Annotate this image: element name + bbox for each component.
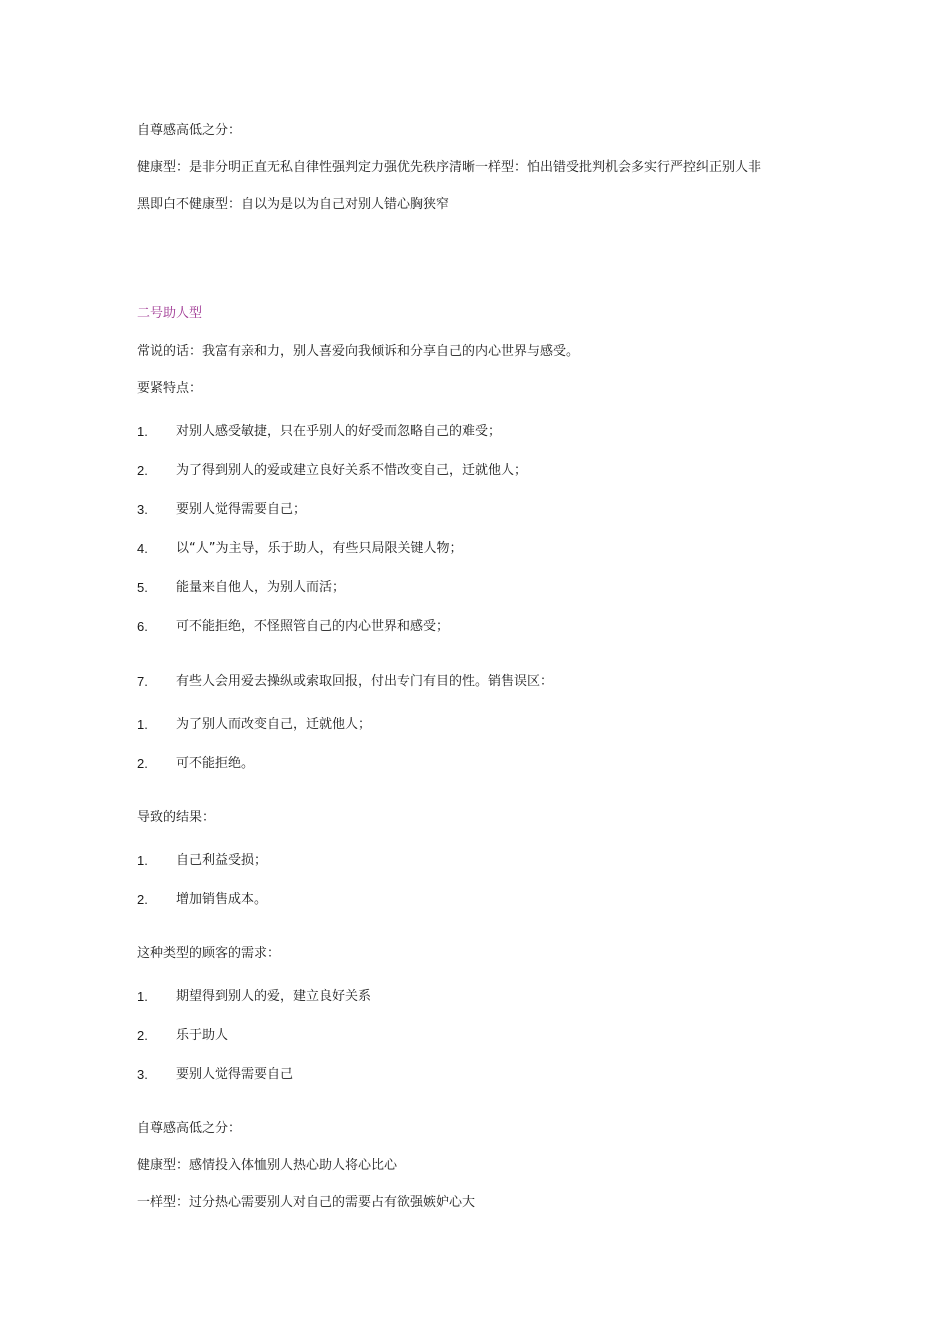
list-number: 1. (137, 424, 148, 439)
list-text: 要别人觉得需要自己 (176, 1067, 294, 1082)
common-saying: 常说的话：我富有亲和力，别人喜爱向我倾诉和分享自己的内心世界与感受。 (137, 344, 580, 359)
needs-heading: 这种类型的顾客的需求： (137, 946, 281, 961)
list-number: 2. (137, 892, 148, 907)
list-text: 期望得到别人的爱，建立良好关系 (176, 989, 372, 1004)
list-text: 为了别人而改变自己，迁就他人； (176, 717, 372, 732)
list-number: 1. (137, 853, 148, 868)
list-text: 增加销售成本。 (176, 892, 268, 907)
healthy-type: 健康型：感情投入体恤别人热心助人将心比心 (137, 1158, 398, 1173)
list-number: 2. (137, 756, 148, 771)
average-type: 一样型：过分热心需要别人对自己的需要占有欲强嫉妒心大 (137, 1195, 476, 1210)
list-text: 自己利益受损； (176, 853, 268, 868)
list-text: 有些人会用爱去操纵或索取回报，付出专门有目的性。销售误区： (176, 674, 554, 689)
list-number: 6. (137, 619, 148, 634)
list-text: 为了得到别人的爱或建立良好关系不惜改变自己，迁就他人； (176, 463, 528, 478)
list-text: 能量来自他人，为别人而活； (176, 580, 346, 595)
list-number: 3. (137, 502, 148, 517)
self-esteem-heading-2: 自尊感高低之分： (137, 1121, 242, 1136)
list-number: 2. (137, 463, 148, 478)
list-number: 5. (137, 580, 148, 595)
list-text: 可不能拒绝。 (176, 756, 255, 771)
list-text: 以“人”为主导，乐于助人，有些只局限关键人物； (176, 541, 463, 556)
results-heading: 导致的结果： (137, 810, 216, 825)
list-text: 可不能拒绝，不怪照管自己的内心世界和感受； (176, 619, 450, 634)
type-description-line-2: 黑即白不健康型：自以为是以为自己对别人错心胸狭窄 (137, 197, 450, 212)
self-esteem-heading-1: 自尊感高低之分： (137, 123, 242, 138)
section-title: 二号助人型 (137, 306, 203, 321)
features-heading: 要紧特点： (137, 381, 203, 396)
list-number: 3. (137, 1067, 148, 1082)
list-number: 1. (137, 717, 148, 732)
list-text: 乐于助人 (176, 1028, 229, 1043)
list-text: 要别人觉得需要自己； (176, 502, 307, 517)
list-text: 对别人感受敏捷，只在乎别人的好受而忽略自己的难受； (176, 424, 502, 439)
type-description-line-1: 健康型：是非分明正直无私自律性强判定力强优先秩序清晰一样型：怕出错受批判机会多实行严控纠正别人非 (137, 160, 762, 175)
list-number: 1. (137, 989, 148, 1004)
list-number: 4. (137, 541, 148, 556)
list-number: 7. (137, 674, 148, 689)
list-number: 2. (137, 1028, 148, 1043)
